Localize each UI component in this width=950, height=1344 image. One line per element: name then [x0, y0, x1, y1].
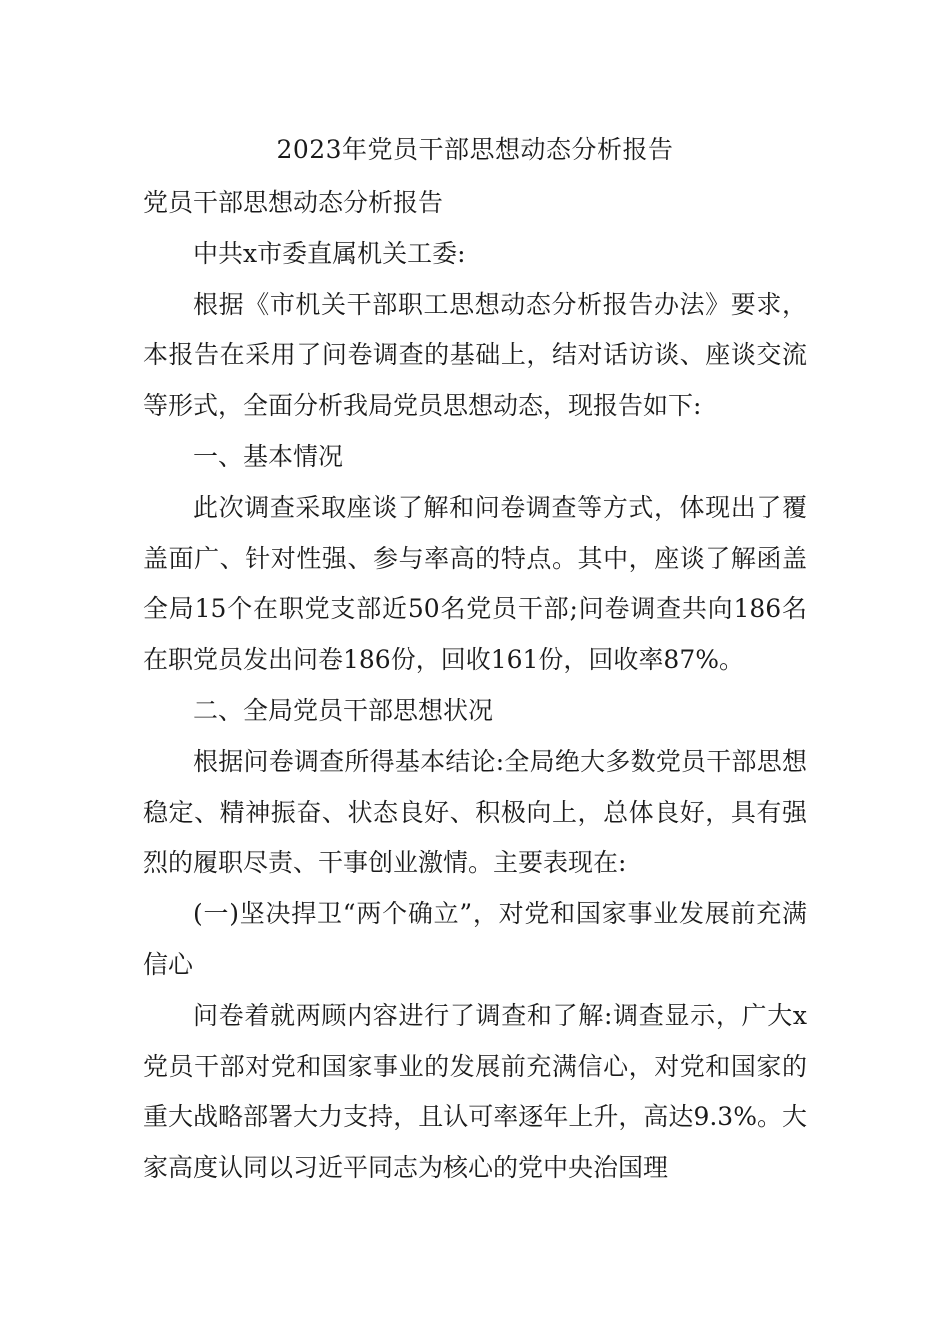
section-heading-basic: 一、基本情况 [193, 441, 344, 471]
paragraph-subtitle: 党员干部思想动态分析报告 [143, 188, 444, 217]
paragraph-survey: 问卷着就两顾内容进行了调查和了解:调查显示，广大x党员干部对党和国家事业的发展前充满信心，对党和国家的重大战略部署大力支持，且认可率逐年上升，高达9.3%。大家高度认同以习近平同志为核心的党中央治国理 [143, 1000, 807, 1183]
subsection-heading-1: (一)坚决捍卫“两个确立”，对党和国家事业发展前充满信心 [143, 899, 807, 979]
paragraph-status: 根据问卷调查所得基本结论:全局绝大多数党员干部思想稳定、精神振奋、状态良好、积极向上，总体良好，具有强烈的履职尽责、干事创业激情。主要表现在: [143, 746, 807, 878]
paragraph-basic: 此次调查采取座谈了解和问卷调查等方式，体现出了覆盖面广、针对性强、参与率高的特点。其中，座谈了解函盖全局15个在职党支部近50名党员干部;问卷调查共向186名在职党员发出问卷186份，回收161份，回收率87%。 [143, 492, 807, 675]
document-body [143, 178, 807, 1194]
section-heading-status: 二、全局党员干部思想状况 [193, 695, 494, 725]
paragraph-addressee: 中共x市委直属机关工委: [193, 238, 466, 268]
document-title: 2023年党员干部思想动态分析报告 [276, 135, 674, 164]
paragraph-intro: 根据《市机关干部职工思想动态分析报告办法》要求，本报告在采用了问卷调查的基础上，结对话访谈、座谈交流等形式，全面分析我局党员思想动态，现报告如下: [143, 289, 807, 421]
